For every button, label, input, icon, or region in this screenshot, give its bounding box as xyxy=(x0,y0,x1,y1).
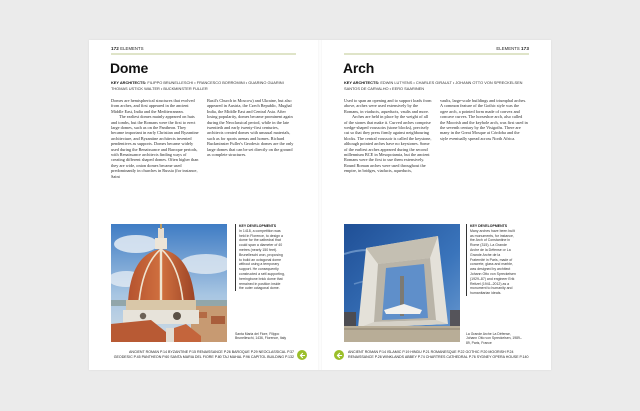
key-architects-label: KEY ARCHITECTS: xyxy=(344,80,380,85)
right-folio xyxy=(496,46,529,51)
book-spread xyxy=(89,40,551,370)
page-number: 173 xyxy=(521,46,529,51)
photo-caption: Santa Maria del Fiore, Filippo Brunelleschi, 1436, Florence, Italy xyxy=(235,332,287,341)
section-name: ELEMENTS xyxy=(496,46,520,51)
cross-reference-line[interactable]: ANCIENT ROMAN P.14 ISLAMIC P.19 HINDU P.21 ROMANESQUE P.22 GOTHIC P.20 MOORISH P.24 xyxy=(348,350,514,354)
arch-photo xyxy=(344,224,460,342)
key-architects-label: KEY ARCHITECTS: xyxy=(111,80,147,85)
key-architects-list: EDWIN LUTYENS • CHARLES GIRAULT • JOHANN OTTO VON SPRECKELSEN SANTOS DE CARVALHO • EERO SAARINEN xyxy=(344,80,523,91)
cross-reference-line[interactable]: ANCIENT ROMAN P.14 BYZANTINE P.15 RENAISSANCE P.26 BAROQUE P.29 NEOCLASSICAL P.37 xyxy=(128,350,294,354)
key-developments-heading: KEY DEVELOPMENTS xyxy=(470,224,508,228)
grande-arche-image xyxy=(344,224,460,342)
cross-reference-line[interactable]: GEODESIC P.45 PANTHEON P.60 SANTA MARIA DEL FIORE P.80 TAJ MAHAL P.96 CAPITOL BUILDING P.132 xyxy=(113,355,294,359)
body-paragraph: Domes are hemispherical structures that evolved from arches, and first appeared in the ancient Middle East, India and the Mediterranean. xyxy=(111,98,195,114)
header-rule xyxy=(111,53,296,55)
body-column-2 xyxy=(440,98,528,141)
cross-references xyxy=(114,350,294,360)
key-architects xyxy=(111,80,297,91)
cross-reference-line[interactable]: RENAISSANCE P.26 WINKLANDS ABBEY P.74 CHARTRES CATHEDRAL P.76 SYDNEY OPERA HOUSE P.140 xyxy=(348,355,529,359)
left-page xyxy=(89,40,320,370)
header-rule xyxy=(344,53,529,55)
previous-arrow-button[interactable] xyxy=(297,350,307,360)
page-title: Arch xyxy=(343,60,375,76)
body-column-1 xyxy=(344,98,432,174)
key-developments-text: In 1418, a competition was held in Florence, to design a dome for the cathedral that could span a diameter of 40 metres (nearly 150 feet). Brunelleschi won, proposing to build an octagonal dome without using a temporary support. He consequently constructed a self-supporting, herringbone brick dome that remained in position inside the outer octagonal dome. xyxy=(239,228,285,291)
right-page xyxy=(320,40,551,370)
arrow-left-icon xyxy=(299,352,306,359)
key-developments-heading: KEY DEVELOPMENTS xyxy=(239,224,277,228)
key-developments-box xyxy=(235,224,285,291)
cross-references xyxy=(348,350,529,360)
page-number: 172 xyxy=(111,46,119,51)
body-paragraph: The earliest domes mainly appeared on huts and tombs, but the Romans were the first to erect large domes, such as on the Pantheon. They became important in early Christian and Byzantine architecture, and Byzantine architects invented pendentives as supports. Domes became widely used during the Renaissance and Baroque periods, with Renaissance architects finding ways of creating different shaped domes. Often higher than they are wide, onion domes became used predominantly in churches in Russia (for instance, Saint xyxy=(111,114,199,179)
key-architects xyxy=(344,80,530,91)
previous-arrow-button[interactable] xyxy=(334,350,344,360)
body-paragraph: Basil's Church in Moscow) and Ukraine, but also appeared in Austria, the Czech Republic, Mughal India, the Middle East and Central Asia. After losing popularity, domes became prominent again during the Neoclassical period, while in the late twentieth and early twenty-first centuries, architects created domes with unusual materials, such as for sports arenas and homes. Richard Buckminster Fuller's Geodesic domes are the only large domes that can be set directly on the ground as complete structures. xyxy=(207,98,294,158)
body-column-2 xyxy=(207,98,295,157)
left-folio xyxy=(111,46,144,51)
photo-caption: La Grande Arche La Défense, Johann Otto von Spreckelsen, 1989–89, Paris, France xyxy=(466,332,522,345)
page-title: Dome xyxy=(110,60,149,76)
key-architects-list: FILIPPO BRUNELLESCHI • FRANCESCO BORROMINI • GUARINO GUARINI THOMAS USTICK WALTER • BUCKMINSTER FULLER xyxy=(111,80,284,91)
arrow-left-icon xyxy=(336,352,343,359)
body-paragraph: Used to span an opening and to support loads from above, arches were used extensively by the Romans, in viaducts, aqueducts, vaults and more. xyxy=(344,98,432,114)
key-developments-text: Many arches have been built as monuments, for instance, the Arch of Constantine in Rome (315). La Grande Arche de la Défense or La Grande Arche de la Fraternité in Paris, made of concrete, glass and marble, was designed by architect Johann Otto von Spreckelsen (1929–87) and engineer Erik Reitzel (1941–2012) as a monument to humanity and humanitarian ideals. xyxy=(470,228,516,296)
key-developments-box xyxy=(466,224,516,296)
florence-cathedral-image xyxy=(111,224,227,342)
body-paragraph: Arches are held in place by the weight of all of the stones that make it. Curved arches comprise wedge-shaped voussoirs (stone blocks), precisely cut so that they press firmly against neighbouring blocks. The central voussoir is called the keystone, although pointed arches have no keystones. Some of the earliest arches appeared during the second millennium BCE in Mesopotamia, but the ancient Romans were the first to use them extensively. Round Roman arches were used throughout the empire, in bridges, viaducts, aqueducts, xyxy=(344,114,432,174)
section-name: ELEMENTS xyxy=(120,46,144,51)
body-column-1 xyxy=(111,98,199,179)
dome-photo xyxy=(111,224,227,342)
body-paragraph: vaults, large-scale buildings and triumphal arches. A common feature of the Gothic style was the ogee arch, a pointed form made of convex and concave curves. The horseshoe arch, also called the Moorish and the keyhole arch, was first used in the seventh century by the Visigoths. There are many in the Great Mosque at Córdoba and the style eventually spread across North Africa. xyxy=(440,98,528,141)
